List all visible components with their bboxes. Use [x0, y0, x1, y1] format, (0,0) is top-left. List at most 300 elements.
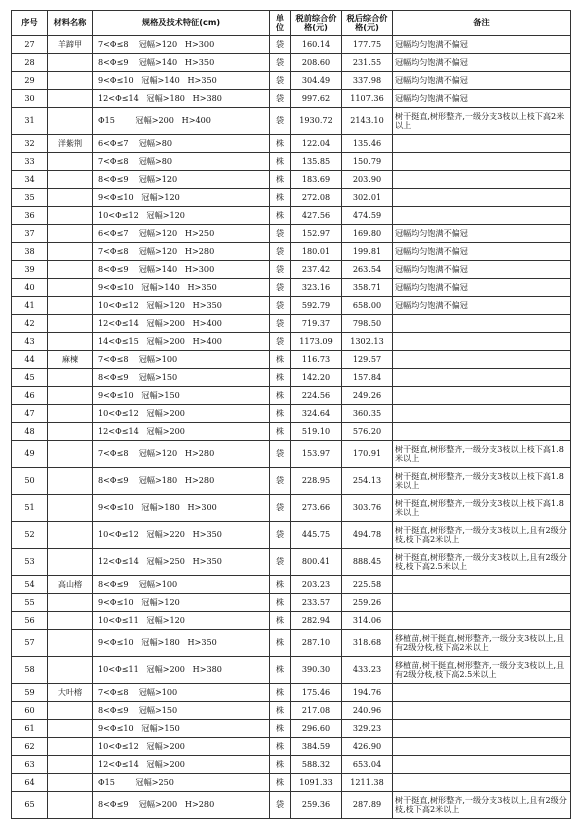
cell-post-tax-price: 225.58 [342, 576, 393, 594]
cell-no: 38 [12, 243, 48, 261]
cell-unit: 株 [270, 135, 291, 153]
cell-no: 44 [12, 351, 48, 369]
cell-unit: 株 [270, 189, 291, 207]
cell-unit: 株 [270, 684, 291, 702]
cell-note [393, 351, 571, 369]
cell-material-name [48, 738, 93, 756]
cell-spec: 10<Φ≤12 冠幅>120 H>350 [93, 297, 270, 315]
cell-material-name [48, 315, 93, 333]
table-row [12, 225, 571, 243]
cell-note: 冠幅均匀饱满不偏冠 [393, 279, 571, 297]
cell-material-name [48, 333, 93, 351]
cell-no: 29 [12, 72, 48, 90]
header-note: 备注 [393, 11, 571, 36]
cell-unit: 袋 [270, 297, 291, 315]
cell-material-name [48, 189, 93, 207]
cell-no: 58 [12, 657, 48, 684]
cell-material-name [48, 441, 93, 468]
cell-note [393, 738, 571, 756]
cell-spec: 10<Φ≤12 冠幅>220 H>350 [93, 522, 270, 549]
cell-unit: 株 [270, 153, 291, 171]
cell-post-tax-price: 2143.10 [342, 108, 393, 135]
cell-material-name [48, 792, 93, 819]
cell-unit: 袋 [270, 261, 291, 279]
cell-post-tax-price: 1107.36 [342, 90, 393, 108]
cell-no: 35 [12, 189, 48, 207]
cell-unit: 株 [270, 351, 291, 369]
table-row [12, 738, 571, 756]
cell-spec: 8<Φ≤9 冠幅>200 H>280 [93, 792, 270, 819]
cell-unit: 株 [270, 171, 291, 189]
cell-post-tax-price: 231.55 [342, 54, 393, 72]
cell-spec: 9<Φ≤10 冠幅>180 H>300 [93, 495, 270, 522]
cell-post-tax-price: 135.46 [342, 135, 393, 153]
table-row [12, 54, 571, 72]
cell-note [393, 171, 571, 189]
cell-material-name [48, 468, 93, 495]
cell-no: 28 [12, 54, 48, 72]
cell-unit: 袋 [270, 225, 291, 243]
cell-pre-tax-price: 592.79 [291, 297, 342, 315]
cell-unit: 株 [270, 657, 291, 684]
cell-spec: 7<Φ≤8 冠幅>100 [93, 684, 270, 702]
table-row [12, 792, 571, 819]
cell-no: 59 [12, 684, 48, 702]
table-row [12, 441, 571, 468]
cell-post-tax-price: 157.84 [342, 369, 393, 387]
table-row [12, 153, 571, 171]
cell-unit: 袋 [270, 315, 291, 333]
cell-spec: 10<Φ≤12 冠幅>120 [93, 207, 270, 225]
cell-note [393, 189, 571, 207]
cell-spec: 7<Φ≤8 冠幅>120 H>280 [93, 243, 270, 261]
table-row [12, 207, 571, 225]
cell-note: 冠幅均匀饱满不偏冠 [393, 54, 571, 72]
cell-unit: 株 [270, 756, 291, 774]
cell-post-tax-price: 287.89 [342, 792, 393, 819]
cell-unit: 株 [270, 594, 291, 612]
cell-material-name [48, 612, 93, 630]
table-row [12, 387, 571, 405]
cell-unit: 株 [270, 702, 291, 720]
cell-post-tax-price: 360.35 [342, 405, 393, 423]
cell-material-name [48, 54, 93, 72]
cell-spec: 9<Φ≤10 冠幅>120 [93, 594, 270, 612]
cell-spec: 10<Φ≤12 冠幅>200 [93, 405, 270, 423]
cell-no: 45 [12, 369, 48, 387]
cell-note [393, 756, 571, 774]
cell-post-tax-price: 170.91 [342, 441, 393, 468]
cell-material-name: 高山榕 [48, 576, 93, 594]
cell-unit: 袋 [270, 279, 291, 297]
table-row [12, 189, 571, 207]
cell-pre-tax-price: 445.75 [291, 522, 342, 549]
cell-pre-tax-price: 175.46 [291, 684, 342, 702]
header-row [12, 11, 571, 36]
table-row [12, 423, 571, 441]
cell-material-name [48, 756, 93, 774]
cell-no: 54 [12, 576, 48, 594]
cell-no: 41 [12, 297, 48, 315]
cell-pre-tax-price: 217.08 [291, 702, 342, 720]
header-material-name: 材料名称 [48, 11, 93, 36]
cell-spec: 7<Φ≤8 冠幅>120 H>300 [93, 36, 270, 54]
cell-unit: 株 [270, 576, 291, 594]
cell-no: 65 [12, 792, 48, 819]
cell-pre-tax-price: 273.66 [291, 495, 342, 522]
cell-pre-tax-price: 224.56 [291, 387, 342, 405]
cell-post-tax-price: 658.00 [342, 297, 393, 315]
cell-material-name [48, 261, 93, 279]
cell-spec: 12<Φ≤14 冠幅>250 H>350 [93, 549, 270, 576]
cell-material-name [48, 171, 93, 189]
cell-post-tax-price: 129.57 [342, 351, 393, 369]
cell-note [393, 423, 571, 441]
cell-spec: 8<Φ≤9 冠幅>180 H>280 [93, 468, 270, 495]
cell-material-name [48, 630, 93, 657]
cell-pre-tax-price: 259.36 [291, 792, 342, 819]
cell-pre-tax-price: 800.41 [291, 549, 342, 576]
cell-unit: 袋 [270, 90, 291, 108]
cell-spec: 12<Φ≤14 冠幅>180 H>380 [93, 90, 270, 108]
cell-spec: 12<Φ≤14 冠幅>200 H>400 [93, 315, 270, 333]
cell-unit: 袋 [270, 549, 291, 576]
table-row [12, 684, 571, 702]
cell-unit: 株 [270, 207, 291, 225]
table-row [12, 171, 571, 189]
cell-no: 46 [12, 387, 48, 405]
cell-material-name [48, 549, 93, 576]
cell-note [393, 333, 571, 351]
cell-spec: Φ15 冠幅>250 [93, 774, 270, 792]
table-row [12, 261, 571, 279]
table-row [12, 657, 571, 684]
cell-spec: 6<Φ≤7 冠幅>80 [93, 135, 270, 153]
cell-material-name [48, 90, 93, 108]
cell-post-tax-price: 240.96 [342, 702, 393, 720]
cell-pre-tax-price: 588.32 [291, 756, 342, 774]
cell-note: 树干挺直,树形整齐,一级分支3枝以上,且有2级分枝,枝下高2米以上 [393, 522, 571, 549]
cell-pre-tax-price: 384.59 [291, 738, 342, 756]
table-row [12, 576, 571, 594]
cell-spec: 8<Φ≤9 冠幅>150 [93, 702, 270, 720]
cell-unit: 袋 [270, 468, 291, 495]
cell-post-tax-price: 150.79 [342, 153, 393, 171]
cell-pre-tax-price: 719.37 [291, 315, 342, 333]
cell-spec: 9<Φ≤10 冠幅>150 [93, 387, 270, 405]
cell-note: 树干挺直,树形整齐,一级分支3枝以上枝下高1.8米以上 [393, 441, 571, 468]
cell-pre-tax-price: 180.01 [291, 243, 342, 261]
cell-material-name [48, 387, 93, 405]
cell-pre-tax-price: 142.20 [291, 369, 342, 387]
cell-unit: 株 [270, 720, 291, 738]
cell-no: 55 [12, 594, 48, 612]
cell-no: 32 [12, 135, 48, 153]
cell-material-name [48, 225, 93, 243]
cell-unit: 株 [270, 369, 291, 387]
table-row [12, 108, 571, 135]
cell-spec: 8<Φ≤9 冠幅>140 H>300 [93, 261, 270, 279]
cell-pre-tax-price: 1091.33 [291, 774, 342, 792]
table-row [12, 720, 571, 738]
cell-pre-tax-price: 296.60 [291, 720, 342, 738]
cell-note: 冠幅均匀饱满不偏冠 [393, 90, 571, 108]
cell-material-name: 洋紫荆 [48, 135, 93, 153]
price-table [11, 10, 571, 819]
cell-spec: 10<Φ≤12 冠幅>200 [93, 738, 270, 756]
cell-pre-tax-price: 122.04 [291, 135, 342, 153]
cell-material-name [48, 207, 93, 225]
cell-unit: 株 [270, 405, 291, 423]
cell-post-tax-price: 1211.38 [342, 774, 393, 792]
cell-post-tax-price: 302.01 [342, 189, 393, 207]
cell-post-tax-price: 798.50 [342, 315, 393, 333]
cell-unit: 株 [270, 387, 291, 405]
table-row [12, 405, 571, 423]
cell-no: 51 [12, 495, 48, 522]
cell-note [393, 207, 571, 225]
cell-post-tax-price: 259.26 [342, 594, 393, 612]
cell-pre-tax-price: 1173.09 [291, 333, 342, 351]
cell-unit: 株 [270, 774, 291, 792]
cell-material-name [48, 423, 93, 441]
cell-note [393, 576, 571, 594]
cell-no: 31 [12, 108, 48, 135]
table-row [12, 243, 571, 261]
cell-material-name [48, 495, 93, 522]
cell-no: 61 [12, 720, 48, 738]
cell-spec: 12<Φ≤14 冠幅>200 [93, 423, 270, 441]
cell-post-tax-price: 318.68 [342, 630, 393, 657]
cell-note [393, 612, 571, 630]
cell-note [393, 774, 571, 792]
cell-note: 冠幅均匀饱满不偏冠 [393, 225, 571, 243]
cell-pre-tax-price: 427.56 [291, 207, 342, 225]
cell-post-tax-price: 888.45 [342, 549, 393, 576]
cell-note: 树干挺直,树形整齐,一级分支3枝以上,且有2级分枝,枝下高2米以上 [393, 792, 571, 819]
cell-post-tax-price: 576.20 [342, 423, 393, 441]
cell-unit: 袋 [270, 108, 291, 135]
cell-no: 34 [12, 171, 48, 189]
cell-no: 52 [12, 522, 48, 549]
cell-material-name [48, 297, 93, 315]
cell-spec: 7<Φ≤8 冠幅>80 [93, 153, 270, 171]
cell-no: 36 [12, 207, 48, 225]
cell-material-name [48, 657, 93, 684]
cell-post-tax-price: 203.90 [342, 171, 393, 189]
cell-note: 冠幅均匀饱满不偏冠 [393, 72, 571, 90]
cell-pre-tax-price: 287.10 [291, 630, 342, 657]
cell-note [393, 594, 571, 612]
header-unit: 单位 [270, 11, 291, 36]
cell-no: 57 [12, 630, 48, 657]
cell-note [393, 720, 571, 738]
cell-spec: 12<Φ≤14 冠幅>200 [93, 756, 270, 774]
cell-material-name [48, 594, 93, 612]
table-row [12, 774, 571, 792]
cell-spec: 9<Φ≤10 冠幅>150 [93, 720, 270, 738]
header-spec: 规格及技术特征(cm) [93, 11, 270, 36]
cell-material-name [48, 108, 93, 135]
cell-post-tax-price: 494.78 [342, 522, 393, 549]
cell-no: 62 [12, 738, 48, 756]
cell-pre-tax-price: 208.60 [291, 54, 342, 72]
cell-unit: 袋 [270, 441, 291, 468]
cell-unit: 袋 [270, 243, 291, 261]
cell-pre-tax-price: 997.62 [291, 90, 342, 108]
cell-spec: 14<Φ≤15 冠幅>200 H>400 [93, 333, 270, 351]
cell-material-name [48, 72, 93, 90]
cell-note: 树干挺直,树形整齐,一级分支3枝以上,且有2级分枝,枝下高2.5米以上 [393, 549, 571, 576]
cell-unit: 袋 [270, 36, 291, 54]
cell-post-tax-price: 249.26 [342, 387, 393, 405]
cell-unit: 袋 [270, 495, 291, 522]
cell-spec: 6<Φ≤7 冠幅>120 H>250 [93, 225, 270, 243]
cell-no: 27 [12, 36, 48, 54]
header-post-tax-price: 税后综合价格(元) [342, 11, 393, 36]
cell-spec: 9<Φ≤10 冠幅>140 H>350 [93, 279, 270, 297]
cell-material-name [48, 702, 93, 720]
table-row [12, 369, 571, 387]
cell-pre-tax-price: 160.14 [291, 36, 342, 54]
table-row [12, 90, 571, 108]
cell-post-tax-price: 194.76 [342, 684, 393, 702]
cell-no: 56 [12, 612, 48, 630]
cell-note [393, 684, 571, 702]
cell-spec: 8<Φ≤9 冠幅>100 [93, 576, 270, 594]
cell-post-tax-price: 177.75 [342, 36, 393, 54]
cell-note [393, 153, 571, 171]
table-row [12, 351, 571, 369]
cell-note: 移植苗,树干挺直,树形整齐,一级分支3枝以上,且有2级分枝,枝下高2.5米以上 [393, 657, 571, 684]
cell-pre-tax-price: 272.08 [291, 189, 342, 207]
header-no: 序号 [12, 11, 48, 36]
cell-pre-tax-price: 282.94 [291, 612, 342, 630]
cell-post-tax-price: 433.23 [342, 657, 393, 684]
cell-no: 49 [12, 441, 48, 468]
cell-pre-tax-price: 390.30 [291, 657, 342, 684]
cell-spec: 8<Φ≤9 冠幅>120 [93, 171, 270, 189]
cell-spec: 8<Φ≤9 冠幅>150 [93, 369, 270, 387]
cell-spec: Φ15 冠幅>200 H>400 [93, 108, 270, 135]
cell-pre-tax-price: 152.97 [291, 225, 342, 243]
cell-spec: 10<Φ≤11 冠幅>200 H>380 [93, 657, 270, 684]
cell-pre-tax-price: 116.73 [291, 351, 342, 369]
cell-pre-tax-price: 519.10 [291, 423, 342, 441]
table-row [12, 549, 571, 576]
cell-note: 冠幅均匀饱满不偏冠 [393, 36, 571, 54]
cell-note [393, 369, 571, 387]
header-pre-tax-price: 税前综合价格(元) [291, 11, 342, 36]
cell-note [393, 135, 571, 153]
cell-no: 30 [12, 90, 48, 108]
cell-no: 53 [12, 549, 48, 576]
cell-post-tax-price: 303.76 [342, 495, 393, 522]
table-row [12, 72, 571, 90]
cell-no: 40 [12, 279, 48, 297]
table-row [12, 756, 571, 774]
cell-post-tax-price: 199.81 [342, 243, 393, 261]
cell-spec: 9<Φ≤10 冠幅>140 H>350 [93, 72, 270, 90]
table-body [12, 36, 571, 819]
cell-pre-tax-price: 323.16 [291, 279, 342, 297]
cell-pre-tax-price: 153.97 [291, 441, 342, 468]
cell-spec: 7<Φ≤8 冠幅>100 [93, 351, 270, 369]
cell-post-tax-price: 474.59 [342, 207, 393, 225]
cell-post-tax-price: 426.90 [342, 738, 393, 756]
cell-material-name: 大叶榕 [48, 684, 93, 702]
cell-material-name: 麻楝 [48, 351, 93, 369]
table-row [12, 468, 571, 495]
cell-note [393, 702, 571, 720]
cell-post-tax-price: 653.04 [342, 756, 393, 774]
cell-post-tax-price: 254.13 [342, 468, 393, 495]
cell-no: 39 [12, 261, 48, 279]
cell-post-tax-price: 169.80 [342, 225, 393, 243]
cell-unit: 袋 [270, 522, 291, 549]
cell-material-name [48, 369, 93, 387]
cell-note: 冠幅均匀饱满不偏冠 [393, 261, 571, 279]
cell-no: 47 [12, 405, 48, 423]
cell-pre-tax-price: 135.85 [291, 153, 342, 171]
cell-no: 50 [12, 468, 48, 495]
cell-spec: 9<Φ≤10 冠幅>180 H>350 [93, 630, 270, 657]
table-row [12, 630, 571, 657]
cell-unit: 袋 [270, 54, 291, 72]
cell-note: 移植苗,树干挺直,树形整齐,一级分支3枝以上,且有2级分枝,枝下高2米以上 [393, 630, 571, 657]
table-row [12, 522, 571, 549]
cell-note [393, 387, 571, 405]
table-row [12, 333, 571, 351]
cell-unit: 株 [270, 423, 291, 441]
cell-note: 冠幅均匀饱满不偏冠 [393, 297, 571, 315]
cell-unit: 株 [270, 612, 291, 630]
cell-post-tax-price: 358.71 [342, 279, 393, 297]
cell-no: 48 [12, 423, 48, 441]
table-row [12, 297, 571, 315]
cell-material-name [48, 774, 93, 792]
cell-no: 63 [12, 756, 48, 774]
cell-post-tax-price: 1302.13 [342, 333, 393, 351]
cell-unit: 袋 [270, 72, 291, 90]
cell-material-name [48, 522, 93, 549]
cell-pre-tax-price: 324.64 [291, 405, 342, 423]
table-row [12, 702, 571, 720]
table-row [12, 594, 571, 612]
cell-material-name [48, 243, 93, 261]
cell-pre-tax-price: 203.23 [291, 576, 342, 594]
table-row [12, 279, 571, 297]
cell-pre-tax-price: 304.49 [291, 72, 342, 90]
cell-pre-tax-price: 228.95 [291, 468, 342, 495]
cell-material-name [48, 279, 93, 297]
cell-post-tax-price: 329.23 [342, 720, 393, 738]
table-row [12, 315, 571, 333]
table-row [12, 135, 571, 153]
cell-post-tax-price: 263.54 [342, 261, 393, 279]
cell-no: 42 [12, 315, 48, 333]
cell-pre-tax-price: 233.57 [291, 594, 342, 612]
cell-spec: 8<Φ≤9 冠幅>140 H>350 [93, 54, 270, 72]
cell-unit: 株 [270, 630, 291, 657]
cell-material-name: 羊蹄甲 [48, 36, 93, 54]
cell-material-name [48, 405, 93, 423]
cell-spec: 9<Φ≤10 冠幅>120 [93, 189, 270, 207]
cell-pre-tax-price: 183.69 [291, 171, 342, 189]
table-row [12, 612, 571, 630]
cell-no: 64 [12, 774, 48, 792]
cell-spec: 7<Φ≤8 冠幅>120 H>280 [93, 441, 270, 468]
